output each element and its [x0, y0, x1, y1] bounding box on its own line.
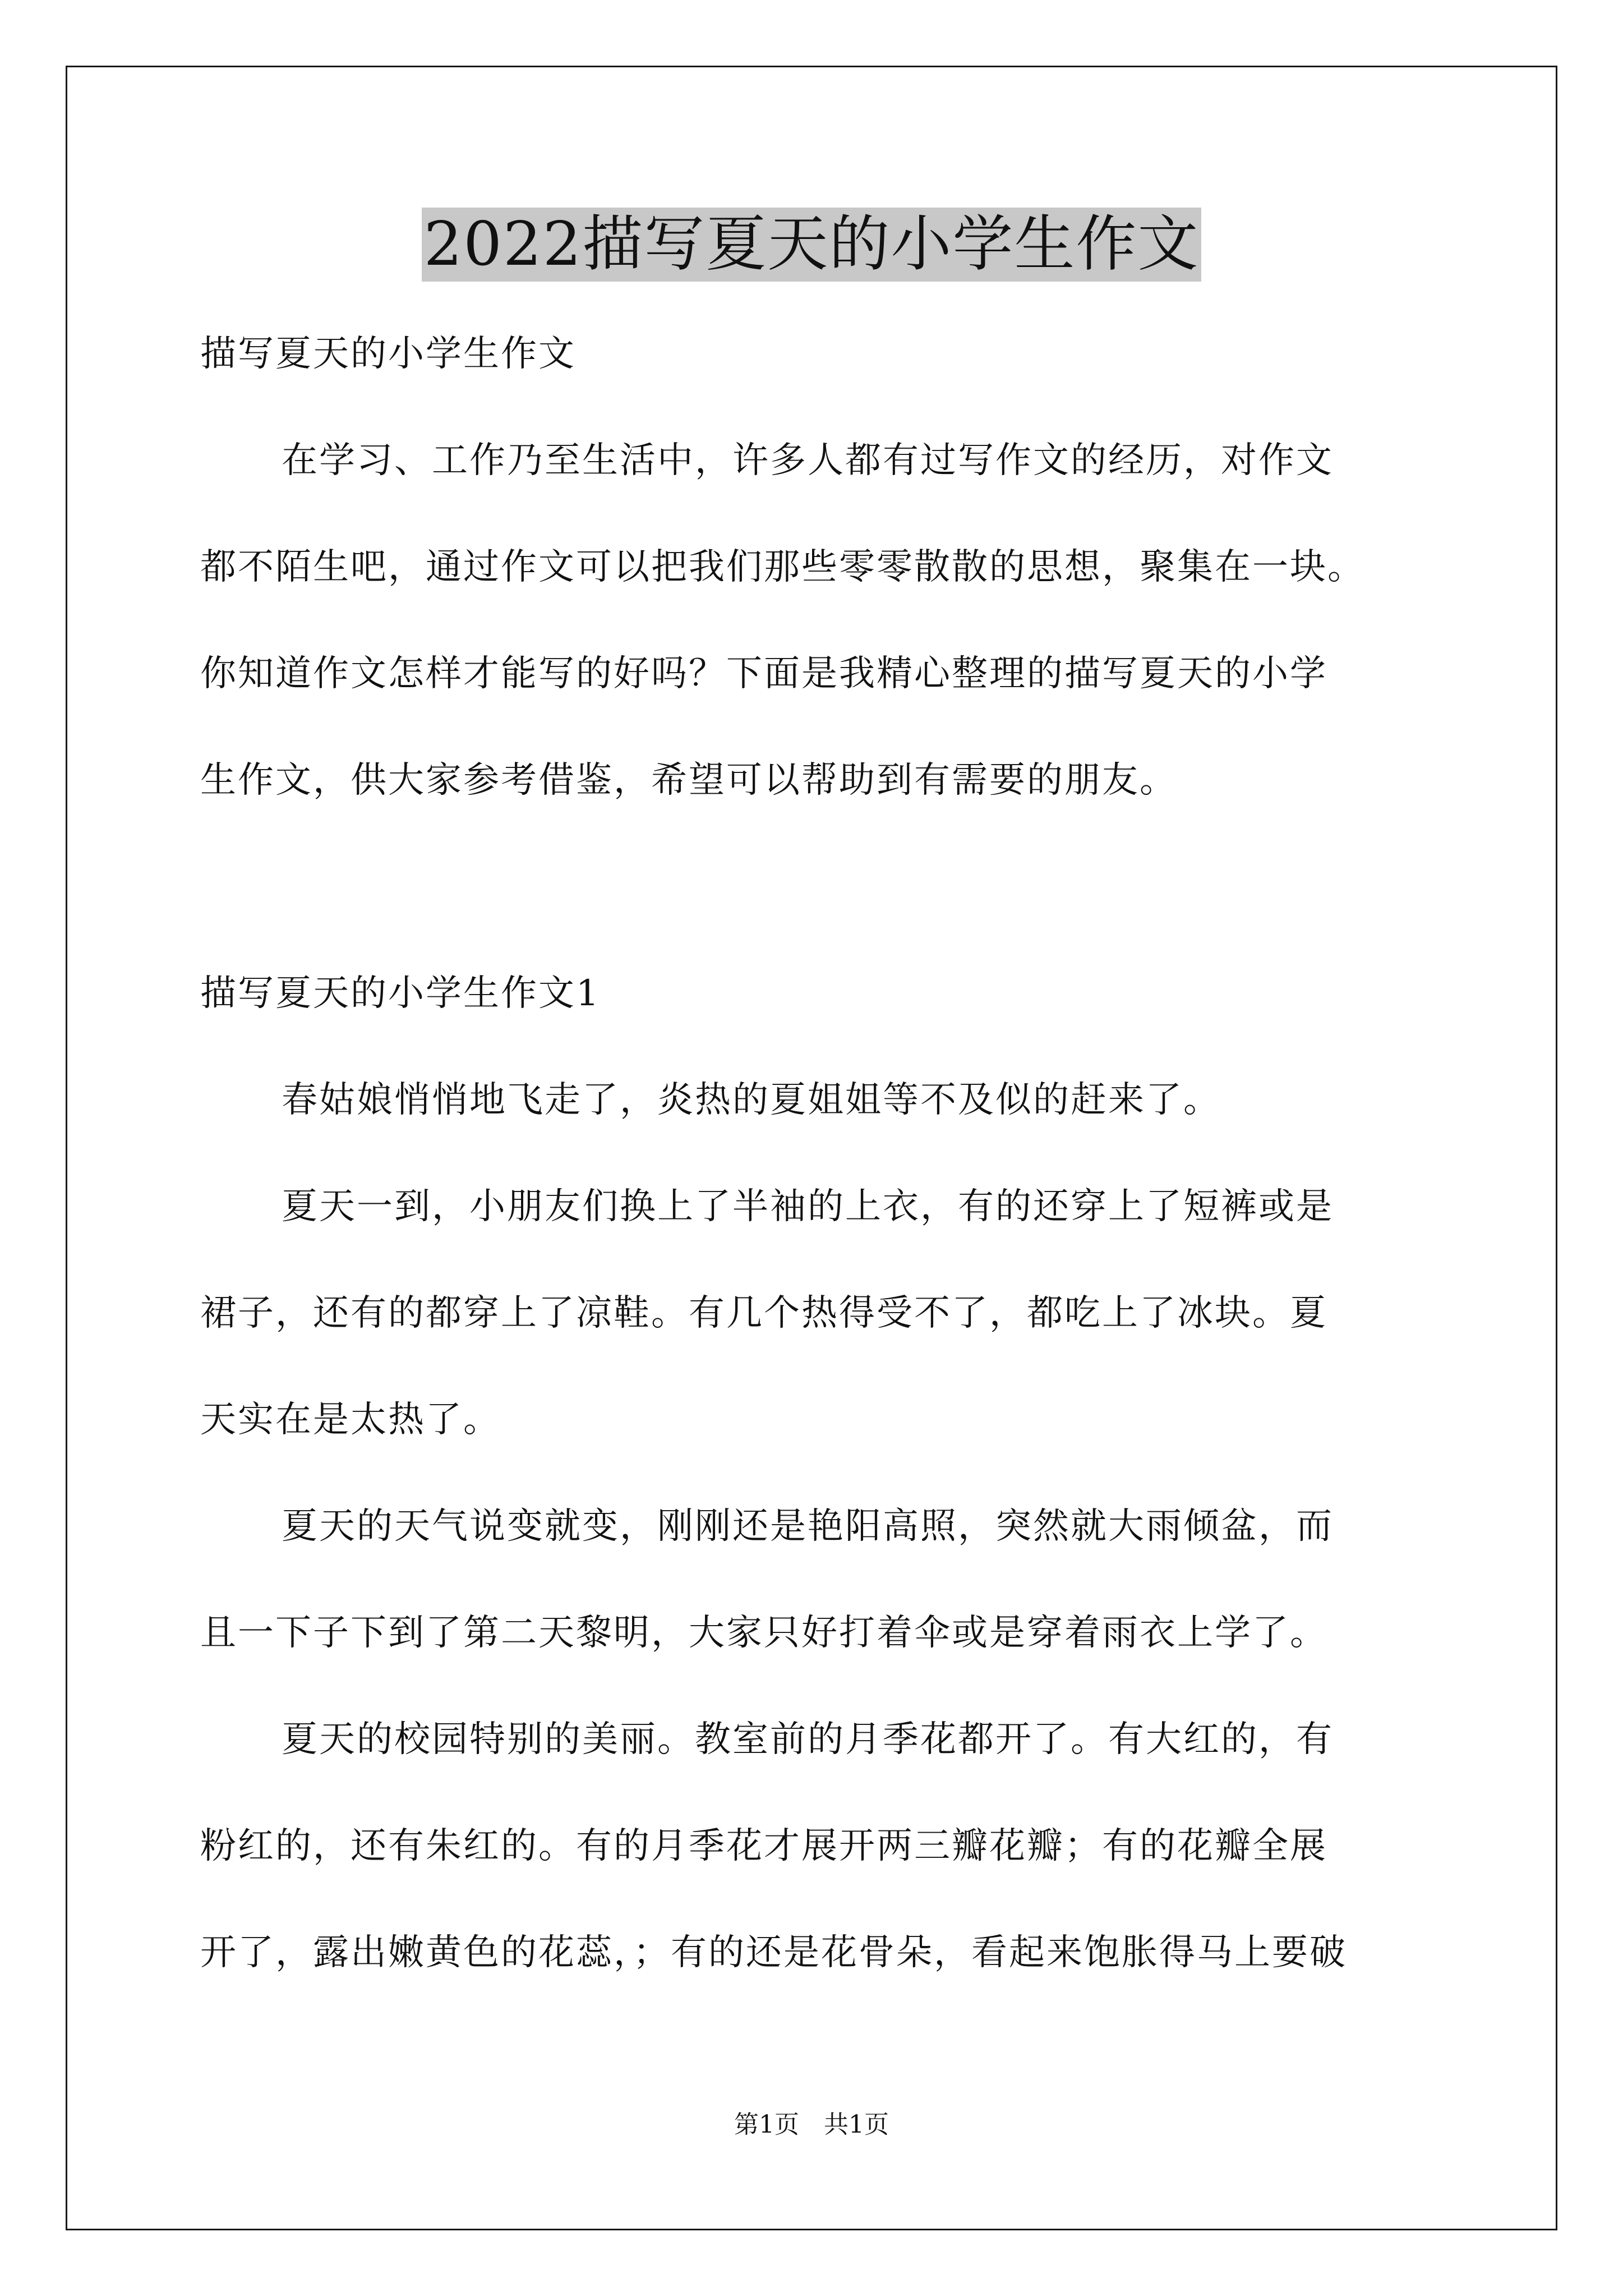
body-line: 夏天的校园特别的美丽。教室前的月季花都开了。有大红的，有 — [282, 1719, 1334, 1760]
intro-line: 在学习、工作乃至生活中，许多人都有过写作文的经历，对作文 — [282, 440, 1334, 481]
document-title: 2022描写夏天的小学生作文 — [422, 208, 1202, 282]
page-total: 共1页 — [824, 2110, 889, 2139]
body-line: 夏天一到，小朋友们换上了半袖的上衣，有的还穿上了短裤或是 — [282, 1186, 1334, 1227]
intro-line: 你知道作文怎样才能写的好吗？下面是我精心整理的描写夏天的小学 — [200, 653, 1327, 694]
section-heading: 描写夏天的小学生作文1 — [200, 973, 601, 1014]
page-number: 第1页 — [734, 2110, 799, 2139]
body-line: 夏天的天气说变就变，刚刚还是艳阳高照，突然就大雨倾盆，而 — [282, 1506, 1334, 1547]
page-footer — [0, 2108, 1623, 2142]
document-body — [200, 301, 1440, 2006]
body-line: 天实在是太热了。 — [200, 1399, 501, 1441]
body-line: 粉红的，还有朱红的。有的月季花才展开两三瓣花瓣；有的花瓣全展 — [200, 1825, 1327, 1867]
paragraph-gap — [200, 834, 1440, 940]
body-line: 且一下子下到了第二天黎明，大家只好打着伞或是穿着雨衣上学了。 — [200, 1612, 1327, 1654]
body-line: 裙子，还有的都穿上了凉鞋。有几个热得受不了，都吃上了冰块。夏 — [200, 1292, 1327, 1334]
subtitle: 描写夏天的小学生作文 — [200, 333, 576, 375]
intro-line: 生作文，供大家参考借鉴，希望可以帮助到有需要的朋友。 — [200, 760, 1177, 801]
intro-line: 都不陌生吧，通过作文可以把我们那些零零散散的思想，聚集在一块。 — [200, 546, 1365, 588]
title-container — [0, 208, 1623, 282]
body-line: 开了，露出嫩黄色的花蕊，；有的还是花骨朵，看起来饱胀得马上要破 — [200, 1932, 1347, 1973]
body-line: 春姑娘悄悄地飞走了，炎热的夏姐姐等不及似的赶来了。 — [282, 1079, 1221, 1121]
